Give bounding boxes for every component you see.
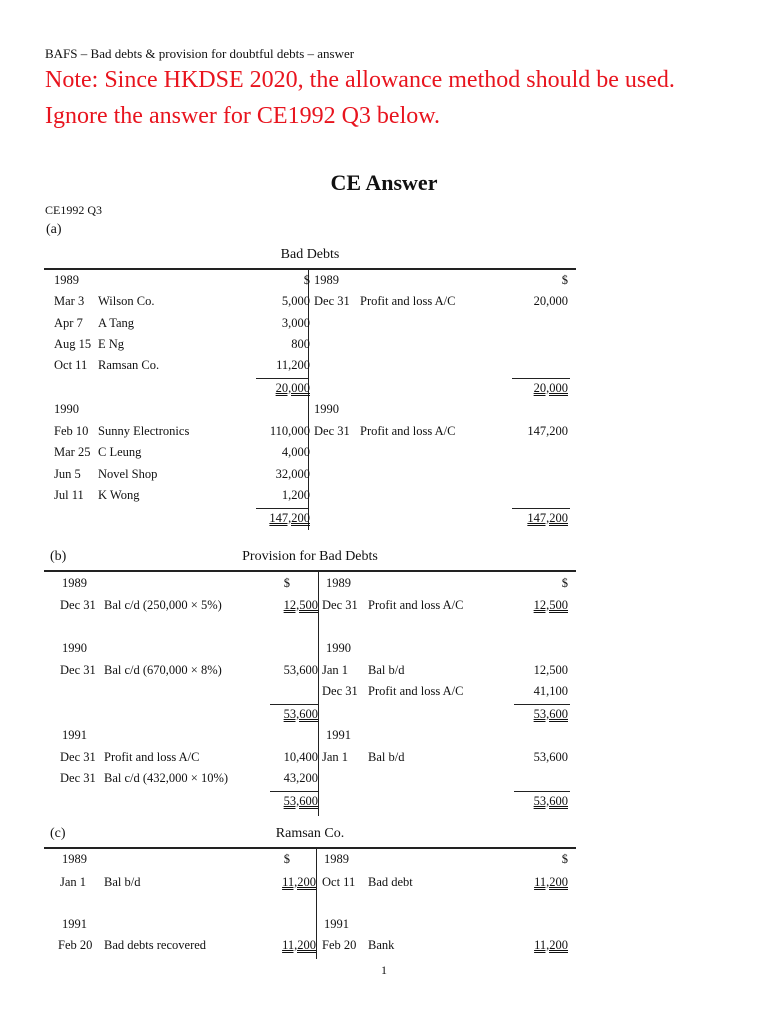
entry-date: Dec 31 <box>60 750 96 764</box>
ledger-total-row <box>44 794 576 814</box>
ledger-row <box>44 576 576 596</box>
sum-line <box>256 508 308 509</box>
bad-debts-title: Bad Debts <box>280 247 340 262</box>
sum-line <box>270 791 318 792</box>
entry-date: Mar 25 <box>54 445 91 459</box>
note-line-2: Ignore the answer for CE1992 Q3 below. <box>45 103 441 129</box>
ledger-row <box>44 728 576 748</box>
entry-particulars: Profit and loss A/C <box>368 684 464 698</box>
sum-line <box>512 508 570 509</box>
entry-amount: 41,100 <box>533 684 568 698</box>
entry-amount: 12,500 <box>533 598 568 612</box>
credit-year: 1989 <box>326 576 351 590</box>
entry-date: Jul 11 <box>54 488 84 502</box>
section-title: CE Answer <box>330 170 438 195</box>
credit-total: 20,000 <box>533 381 568 395</box>
entry-amount: 32,000 <box>275 467 310 481</box>
ledger-row <box>44 852 576 872</box>
entry-particulars: A Tang <box>98 316 135 330</box>
document-header: BAFS – Bad debts & provision for doubtful debts – answer <box>45 46 355 61</box>
credit-total: 53,600 <box>533 707 568 721</box>
ledger-row <box>44 750 576 770</box>
ledger-row <box>44 424 576 444</box>
debit-year: 1990 <box>62 641 87 655</box>
entry-date: Oct 11 <box>54 358 88 372</box>
ledger-row <box>44 445 576 465</box>
entry-particulars: Profit and loss A/C <box>360 294 456 308</box>
debit-year: 1990 <box>54 402 79 416</box>
entry-date: Feb 20 <box>322 938 357 952</box>
entry-particulars: Profit and loss A/C <box>360 424 456 438</box>
entry-particulars: Bad debt <box>368 875 413 889</box>
entry-amount: 4,000 <box>281 445 310 459</box>
debit-currency: $ <box>303 273 310 287</box>
entry-date: Jun 5 <box>54 467 81 481</box>
sum-line <box>512 378 570 379</box>
entry-date: Dec 31 <box>314 424 350 438</box>
entry-particulars: Bal c/d (670,000 × 8%) <box>104 663 222 677</box>
entry-amount: 147,200 <box>527 424 568 438</box>
ledger-total-row <box>44 381 576 401</box>
question-code: CE1992 Q3 <box>45 203 102 217</box>
entry-date: Oct 11 <box>322 875 356 889</box>
provision-title: Provision for Bad Debts <box>242 549 378 564</box>
debit-total: 53,600 <box>283 707 318 721</box>
credit-year: 1990 <box>314 402 339 416</box>
entry-particulars: K Wong <box>98 488 140 502</box>
provision-ledger <box>44 570 576 816</box>
ledger-row <box>44 938 576 958</box>
entry-particulars: C Leung <box>98 445 142 459</box>
entry-particulars: Bank <box>368 938 395 952</box>
entry-date: Dec 31 <box>322 684 358 698</box>
part-b-label: (b) <box>50 549 67 564</box>
entry-date: Aug 15 <box>54 337 92 351</box>
bad-debts-ledger <box>44 268 576 530</box>
entry-particulars: Profit and loss A/C <box>368 598 464 612</box>
ledger-row <box>44 467 576 487</box>
entry-particulars: Bal b/d <box>104 875 141 889</box>
entry-amount: 12,500 <box>283 598 318 612</box>
entry-particulars: E Ng <box>98 337 125 351</box>
entry-particulars: Bad debts recovered <box>104 938 207 952</box>
ledger-row <box>44 488 576 508</box>
top-rule <box>44 847 576 849</box>
credit-total: 53,600 <box>533 794 568 808</box>
ledger-row <box>44 316 576 336</box>
entry-date: Jan 1 <box>322 750 349 764</box>
ledger-row <box>44 598 576 618</box>
credit-year: 1991 <box>326 728 351 742</box>
entry-amount: 43,200 <box>283 771 318 785</box>
debit-year: 1991 <box>62 917 87 931</box>
ledger-row <box>44 294 576 314</box>
entry-date: Apr 7 <box>54 316 83 330</box>
ledger-row <box>44 337 576 357</box>
entry-amount: 20,000 <box>533 294 568 308</box>
entry-amount: 110,000 <box>269 424 310 438</box>
page-number: 1 <box>381 963 387 977</box>
entry-particulars: Profit and loss A/C <box>104 750 200 764</box>
top-rule <box>44 570 576 572</box>
entry-particulars: Bal c/d (250,000 × 5%) <box>104 598 222 612</box>
entry-particulars: Ramsan Co. <box>98 358 160 372</box>
debit-currency: $ <box>283 852 290 866</box>
ledger-row <box>44 402 576 422</box>
entry-date: Dec 31 <box>314 294 350 308</box>
entry-amount: 11,200 <box>282 938 316 952</box>
entry-date: Dec 31 <box>60 663 96 677</box>
entry-particulars: Bal c/d (432,000 × 10%) <box>104 771 229 785</box>
ledger-row <box>44 917 576 937</box>
credit-currency: $ <box>561 852 568 866</box>
note-line-1: Note: Since HKDSE 2020, the allowance method should be used. <box>45 67 675 93</box>
part-c-label: (c) <box>50 826 66 841</box>
part-a-label: (a) <box>46 222 62 237</box>
sum-line <box>514 704 570 705</box>
entry-amount: 12,500 <box>533 663 568 677</box>
debit-currency: $ <box>283 576 290 590</box>
entry-amount: 10,400 <box>283 750 318 764</box>
entry-date: Dec 31 <box>60 771 96 785</box>
credit-year: 1991 <box>324 917 349 931</box>
entry-particulars: Novel Shop <box>98 467 158 481</box>
credit-year: 1990 <box>326 641 351 655</box>
entry-amount: 53,600 <box>533 750 568 764</box>
debit-year: 1989 <box>54 273 79 287</box>
entry-amount: 5,000 <box>281 294 310 308</box>
credit-year: 1989 <box>314 273 339 287</box>
credit-year: 1989 <box>324 852 349 866</box>
entry-amount: 11,200 <box>534 938 568 952</box>
entry-amount: 800 <box>291 337 310 351</box>
ledger-row <box>44 273 576 293</box>
entry-date: Feb 20 <box>58 938 93 952</box>
entry-amount: 11,200 <box>534 875 568 889</box>
sum-line <box>514 791 570 792</box>
debit-year: 1989 <box>62 576 87 590</box>
ramsan-title: Ramsan Co. <box>275 826 345 841</box>
top-rule <box>44 268 576 270</box>
entry-amount: 53,600 <box>283 663 318 677</box>
debit-total: 20,000 <box>275 381 310 395</box>
ledger-row <box>44 358 576 378</box>
entry-date: Dec 31 <box>322 598 358 612</box>
debit-year: 1991 <box>62 728 87 742</box>
credit-currency: $ <box>561 576 568 590</box>
ledger-row <box>44 771 576 791</box>
entry-amount: 11,200 <box>282 875 316 889</box>
credit-total: 147,200 <box>527 511 568 525</box>
ledger-row <box>44 684 576 704</box>
ramsan-ledger <box>44 847 576 959</box>
ledger-row <box>44 663 576 683</box>
entry-amount: 11,200 <box>276 358 310 372</box>
entry-particulars: Sunny Electronics <box>98 424 190 438</box>
entry-date: Feb 10 <box>54 424 89 438</box>
entry-date: Jan 1 <box>60 875 87 889</box>
sum-line <box>270 704 318 705</box>
entry-date: Mar 3 <box>54 294 85 308</box>
debit-total: 147,200 <box>269 511 310 525</box>
ledger-total-row <box>44 511 576 531</box>
entry-particulars: Bal b/d <box>368 663 405 677</box>
entry-date: Jan 1 <box>322 663 349 677</box>
sum-line <box>256 378 308 379</box>
debit-year: 1989 <box>62 852 87 866</box>
entry-particulars: Wilson Co. <box>98 294 155 308</box>
entry-particulars: Bal b/d <box>368 750 405 764</box>
entry-date: Dec 31 <box>60 598 96 612</box>
ledger-row <box>44 875 576 895</box>
entry-amount: 3,000 <box>281 316 310 330</box>
ledger-total-row <box>44 707 576 727</box>
credit-currency: $ <box>561 273 568 287</box>
debit-total: 53,600 <box>283 794 318 808</box>
entry-amount: 1,200 <box>281 488 310 502</box>
ledger-row <box>44 641 576 661</box>
